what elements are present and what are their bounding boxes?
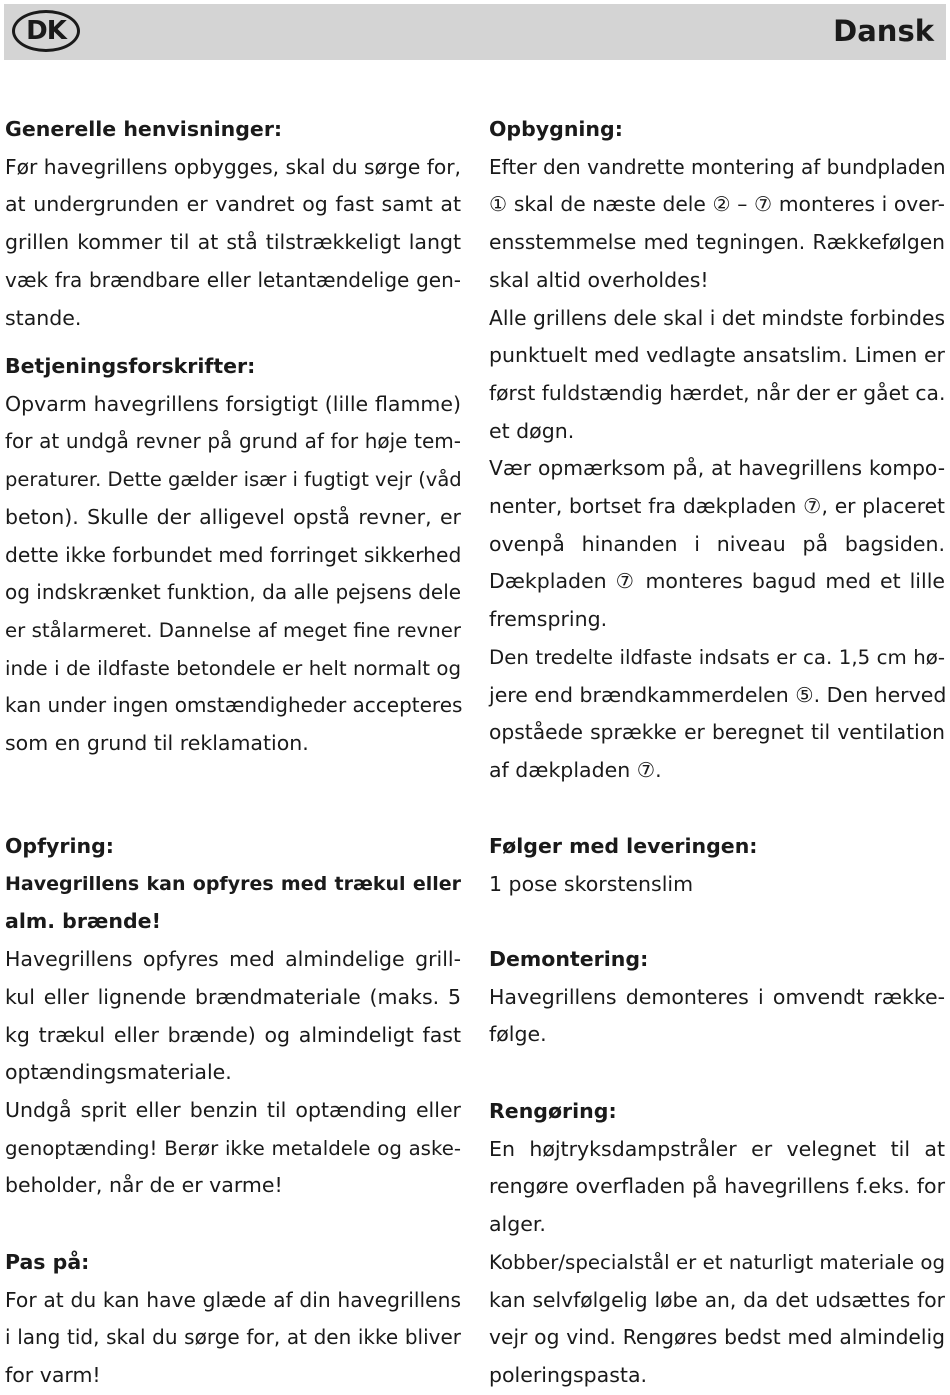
text-line: ensstemmelse med tegningen. Rækkefølgen	[489, 230, 945, 255]
text-line: dette ikke forbundet med forringet sikkerhed	[5, 542, 462, 567]
text-line: og indskrænket funktion, da alle pejsens dele	[5, 580, 462, 605]
text-line: optændingsmateriale.	[5, 1060, 232, 1085]
text-line: peraturer. Dette gælder især i fugtigt vejr (våd	[5, 468, 462, 492]
text-line: opståede sprække er beregnet til ventilation	[489, 720, 945, 745]
section-heading: Rengøring:	[489, 1099, 617, 1123]
text-line: stande.	[5, 305, 82, 330]
text-line: genoptænding! Berør ikke metaldele og aske-	[5, 1136, 461, 1160]
text-line: inde i de ildfaste betondele er helt normalt og	[5, 656, 461, 680]
section-general	[5, 111, 461, 337]
text-line: for at undgå revner på grund af for høje tem-	[5, 429, 461, 454]
text-line: vejr og vind. Rengøres bedst med almindelig	[489, 1325, 945, 1350]
text-line: kan under ingen omstændigheder accepteres	[5, 693, 463, 718]
text-line: ① skal de næste dele ② – ⑦ monteres i over-	[489, 192, 945, 217]
text-line: alger.	[489, 1212, 546, 1237]
text-line: som en grund til reklamation.	[5, 731, 309, 756]
text-line: følge.	[489, 1022, 547, 1047]
section-heading: Følger med leveringen:	[489, 834, 758, 858]
text-line: skal altid overholdes!	[489, 267, 709, 292]
text-line: kg trækul eller brænde) og almindeligt fast	[5, 1022, 461, 1047]
section-caution	[5, 1244, 461, 1395]
text-line: Vær opmærksom på, at havegrillens kompo-	[489, 456, 945, 481]
text-line: af dækpladen ⑦.	[489, 757, 662, 782]
section-assembly	[489, 111, 945, 790]
section-cleaning	[489, 1093, 945, 1395]
text-line: at undergrunden er vandret og fast samt at	[5, 192, 461, 217]
text-line: først fuldstændig hærdet, når der er gået ca.	[489, 380, 946, 405]
text-line: grillen kommer til at stå tilstrækkeligt langt	[5, 230, 461, 255]
text-line: er stålarmeret. Dannelse af meget fine revner	[5, 618, 461, 642]
section-heading: Betjeningsforskrifter:	[5, 354, 256, 378]
section-operating	[5, 348, 461, 763]
text-line: beholder, når de er varme!	[5, 1173, 283, 1198]
text-line: 1 pose skorstenslim	[489, 871, 694, 896]
text-line: beton). Skulle der alligevel opstå revner, er	[5, 504, 461, 529]
text-line: nenter, bortset fra dækpladen ⑦, er placeret	[489, 494, 945, 519]
section-included	[489, 828, 945, 903]
text-line: i lang tid, skal du sørge for, at den ikke bliver	[5, 1325, 461, 1350]
section-firing	[5, 828, 461, 1205]
left-column	[5, 0, 461, 1392]
text-line: Den tredelte ildfaste indsats er ca. 1,5 cm hø-	[489, 645, 945, 669]
text-line: et døgn.	[489, 418, 575, 443]
text-line: Før havegrillens opbygges, skal du sørge for,	[5, 154, 461, 179]
bold-text-line: alm. brænde!	[5, 909, 161, 934]
section-heading: Opbygning:	[489, 117, 623, 141]
text-line: Havegrillens opfyres med almindelige grill-	[5, 947, 461, 972]
text-line: poleringspasta.	[489, 1362, 648, 1387]
text-line: Dækpladen ⑦ monteres bagud med et lille	[489, 569, 945, 594]
text-line: Opvarm havegrillens forsigtigt (lille flamme)	[5, 391, 461, 416]
text-line: for varm!	[5, 1363, 101, 1388]
text-line: ovenpå hinanden i niveau på bagsiden.	[489, 531, 945, 556]
section-dismantling	[489, 941, 945, 1054]
country-badge: DK	[12, 10, 80, 52]
section-heading: Demontering:	[489, 947, 649, 971]
text-line: kul eller lignende brændmateriale (maks. 5	[5, 984, 461, 1009]
language-title: Dansk	[833, 14, 934, 48]
text-line: For at du kan have glæde af din havegrillens	[5, 1287, 461, 1312]
bold-text-line: Havegrillens kan opfyres med trækul eller	[5, 872, 461, 895]
text-line: Havegrillens demonteres i omvendt række-	[489, 984, 945, 1009]
text-line: Efter den vandrette montering af bundpladen	[489, 154, 946, 179]
right-column	[489, 0, 945, 1392]
text-line: Alle grillens dele skal i det mindste forbindes	[489, 305, 945, 330]
text-line: jere end brændkammerdelen ⑤. Den herved	[489, 682, 947, 707]
section-heading: Generelle henvisninger:	[5, 117, 283, 141]
text-line: Undgå sprit eller benzin til optænding eller	[5, 1097, 461, 1122]
section-heading: Pas på:	[5, 1250, 90, 1274]
text-line: Kobber/specialstål er et naturligt materiale og	[489, 1250, 945, 1274]
text-line: væk fra brændbare eller letantændelige gen-	[5, 267, 461, 292]
text-line: rengøre overfladen på havegrillens f.eks. for	[489, 1174, 945, 1199]
section-heading: Opfyring:	[5, 834, 114, 858]
text-line: kan selvfølgelig løbe an, da det udsættes for	[489, 1287, 945, 1312]
text-line: punktuelt med vedlagte ansatslim. Limen er	[489, 343, 945, 368]
text-line: En højtryksdampstråler er velegnet til at	[489, 1136, 945, 1161]
text-line: fremspring.	[489, 607, 608, 632]
